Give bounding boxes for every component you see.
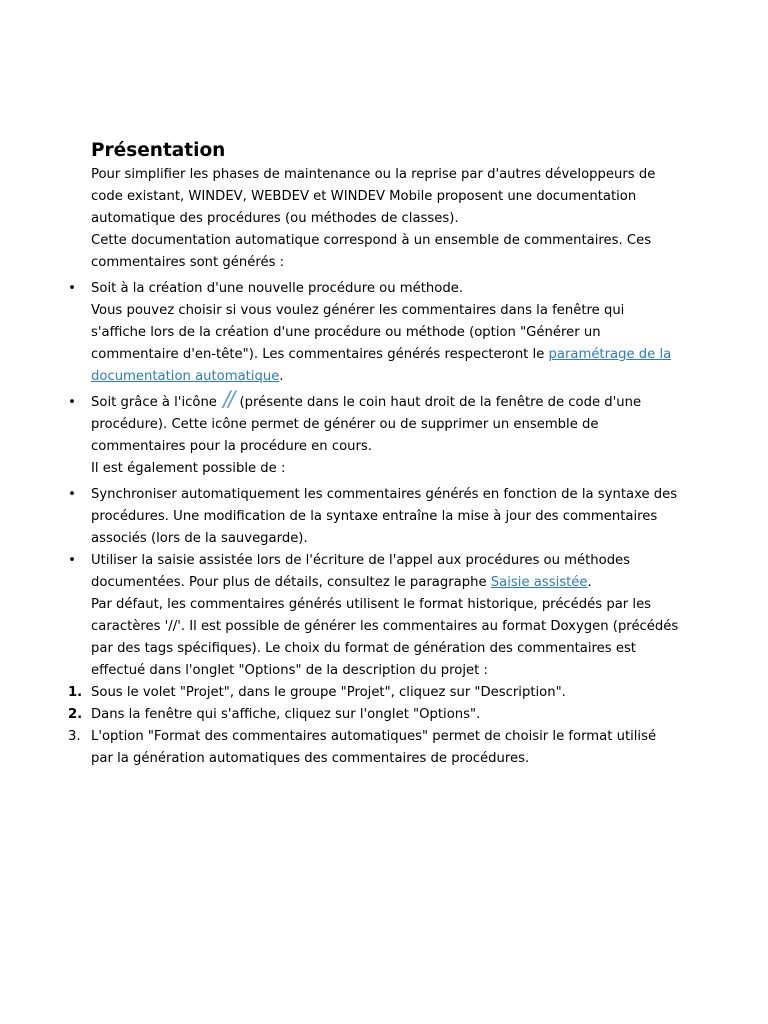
list-item — [68, 278, 681, 388]
list-item-body: Vous pouvez choisir si vous voulez générer les commentaires dans la fenêtre qui s'affiche lors de la création d'une procédure ou méthode (option "Générer un commentaire d'en-tête"). Les commentaires générés respecteront le — [91, 303, 625, 362]
list-item — [68, 550, 681, 682]
list-item-body-cont: (présente dans le coin haut droit de la fenêtre de code d'une procédure). Cette icône permet de générer ou de supprimer un ensemble de commentaires pour la procédure en cours. — [91, 395, 642, 454]
list-item-text — [91, 387, 681, 458]
link-parametrage-documentation[interactable]: paramétrage de la documentation automatique — [91, 347, 672, 384]
step-number: 1. — [68, 685, 83, 700]
step-number: 2. — [68, 707, 83, 722]
link-saisie-assistee[interactable]: Saisie assistée — [490, 575, 588, 590]
list-item-body: Utiliser la saisie assistée lors de l'écriture de l'appel aux procédures ou méthodes documentées. Pour plus de détails, consultez le paragraphe — [91, 553, 631, 590]
page-title: Présentation — [91, 140, 226, 161]
bullet-marker: • — [68, 487, 76, 502]
list-item-extra: Par défaut, les commentaires générés utilisent le format historique, précédés par les caractères '//'. Il est possible de générer les commentaires au format Doxygen (précédés par des tags spécifiques). Le choix du format de génération des commentaires est effectué dans l'onglet "Options" de la description du projet : — [91, 597, 679, 678]
list-item — [68, 484, 681, 550]
list-item-period: . — [279, 369, 284, 384]
bullet-marker: • — [68, 553, 76, 568]
numbered-step — [68, 726, 681, 770]
list-item-extra: Il est également possible de : — [91, 461, 286, 476]
numbered-step — [68, 704, 681, 726]
bullet-marker: • — [68, 395, 76, 410]
numbered-step — [68, 682, 681, 704]
comment-icon: // — [223, 387, 234, 411]
document-content — [68, 139, 681, 770]
list-item-text: Synchroniser automatiquement les commentaires générés en fonction de la syntaxe des procédures. Une modification de la syntaxe entraîne la mise à jour des commentaires associés (lors de la sauvegarde). — [91, 487, 678, 546]
list-item-text — [91, 300, 681, 388]
step-text: L'option "Format des commentaires automatiques" permet de choisir le format utilisé par la génération automatiques des commentaires de procédures. — [91, 729, 657, 766]
intro-paragraph-2: Cette documentation automatique correspond à un ensemble de commentaires. Ces commentaires sont générés : — [91, 233, 652, 270]
step-text: Dans la fenêtre qui s'affiche, cliquez sur l'onglet "Options". — [91, 707, 481, 722]
list-item-body: Soit grâce à l'icône — [91, 395, 222, 410]
step-text: Sous le volet "Projet", dans le groupe "Projet", cliquez sur "Description". — [91, 685, 566, 700]
bullet-marker: • — [68, 281, 76, 296]
list-item — [68, 387, 681, 480]
intro-paragraph-1: Pour simplifier les phases de maintenance ou la reprise par d'autres développeurs de code existant, WINDEV, WEBDEV et WINDEV Mobile proposent une documentation automatique des procédures (ou méthodes de classes). — [91, 167, 656, 226]
list-item-period: . — [587, 575, 592, 590]
step-number: 3. — [68, 729, 81, 744]
list-item-title: Soit à la création d'une nouvelle procédure ou méthode. — [91, 281, 464, 296]
list-item-text — [91, 550, 681, 594]
